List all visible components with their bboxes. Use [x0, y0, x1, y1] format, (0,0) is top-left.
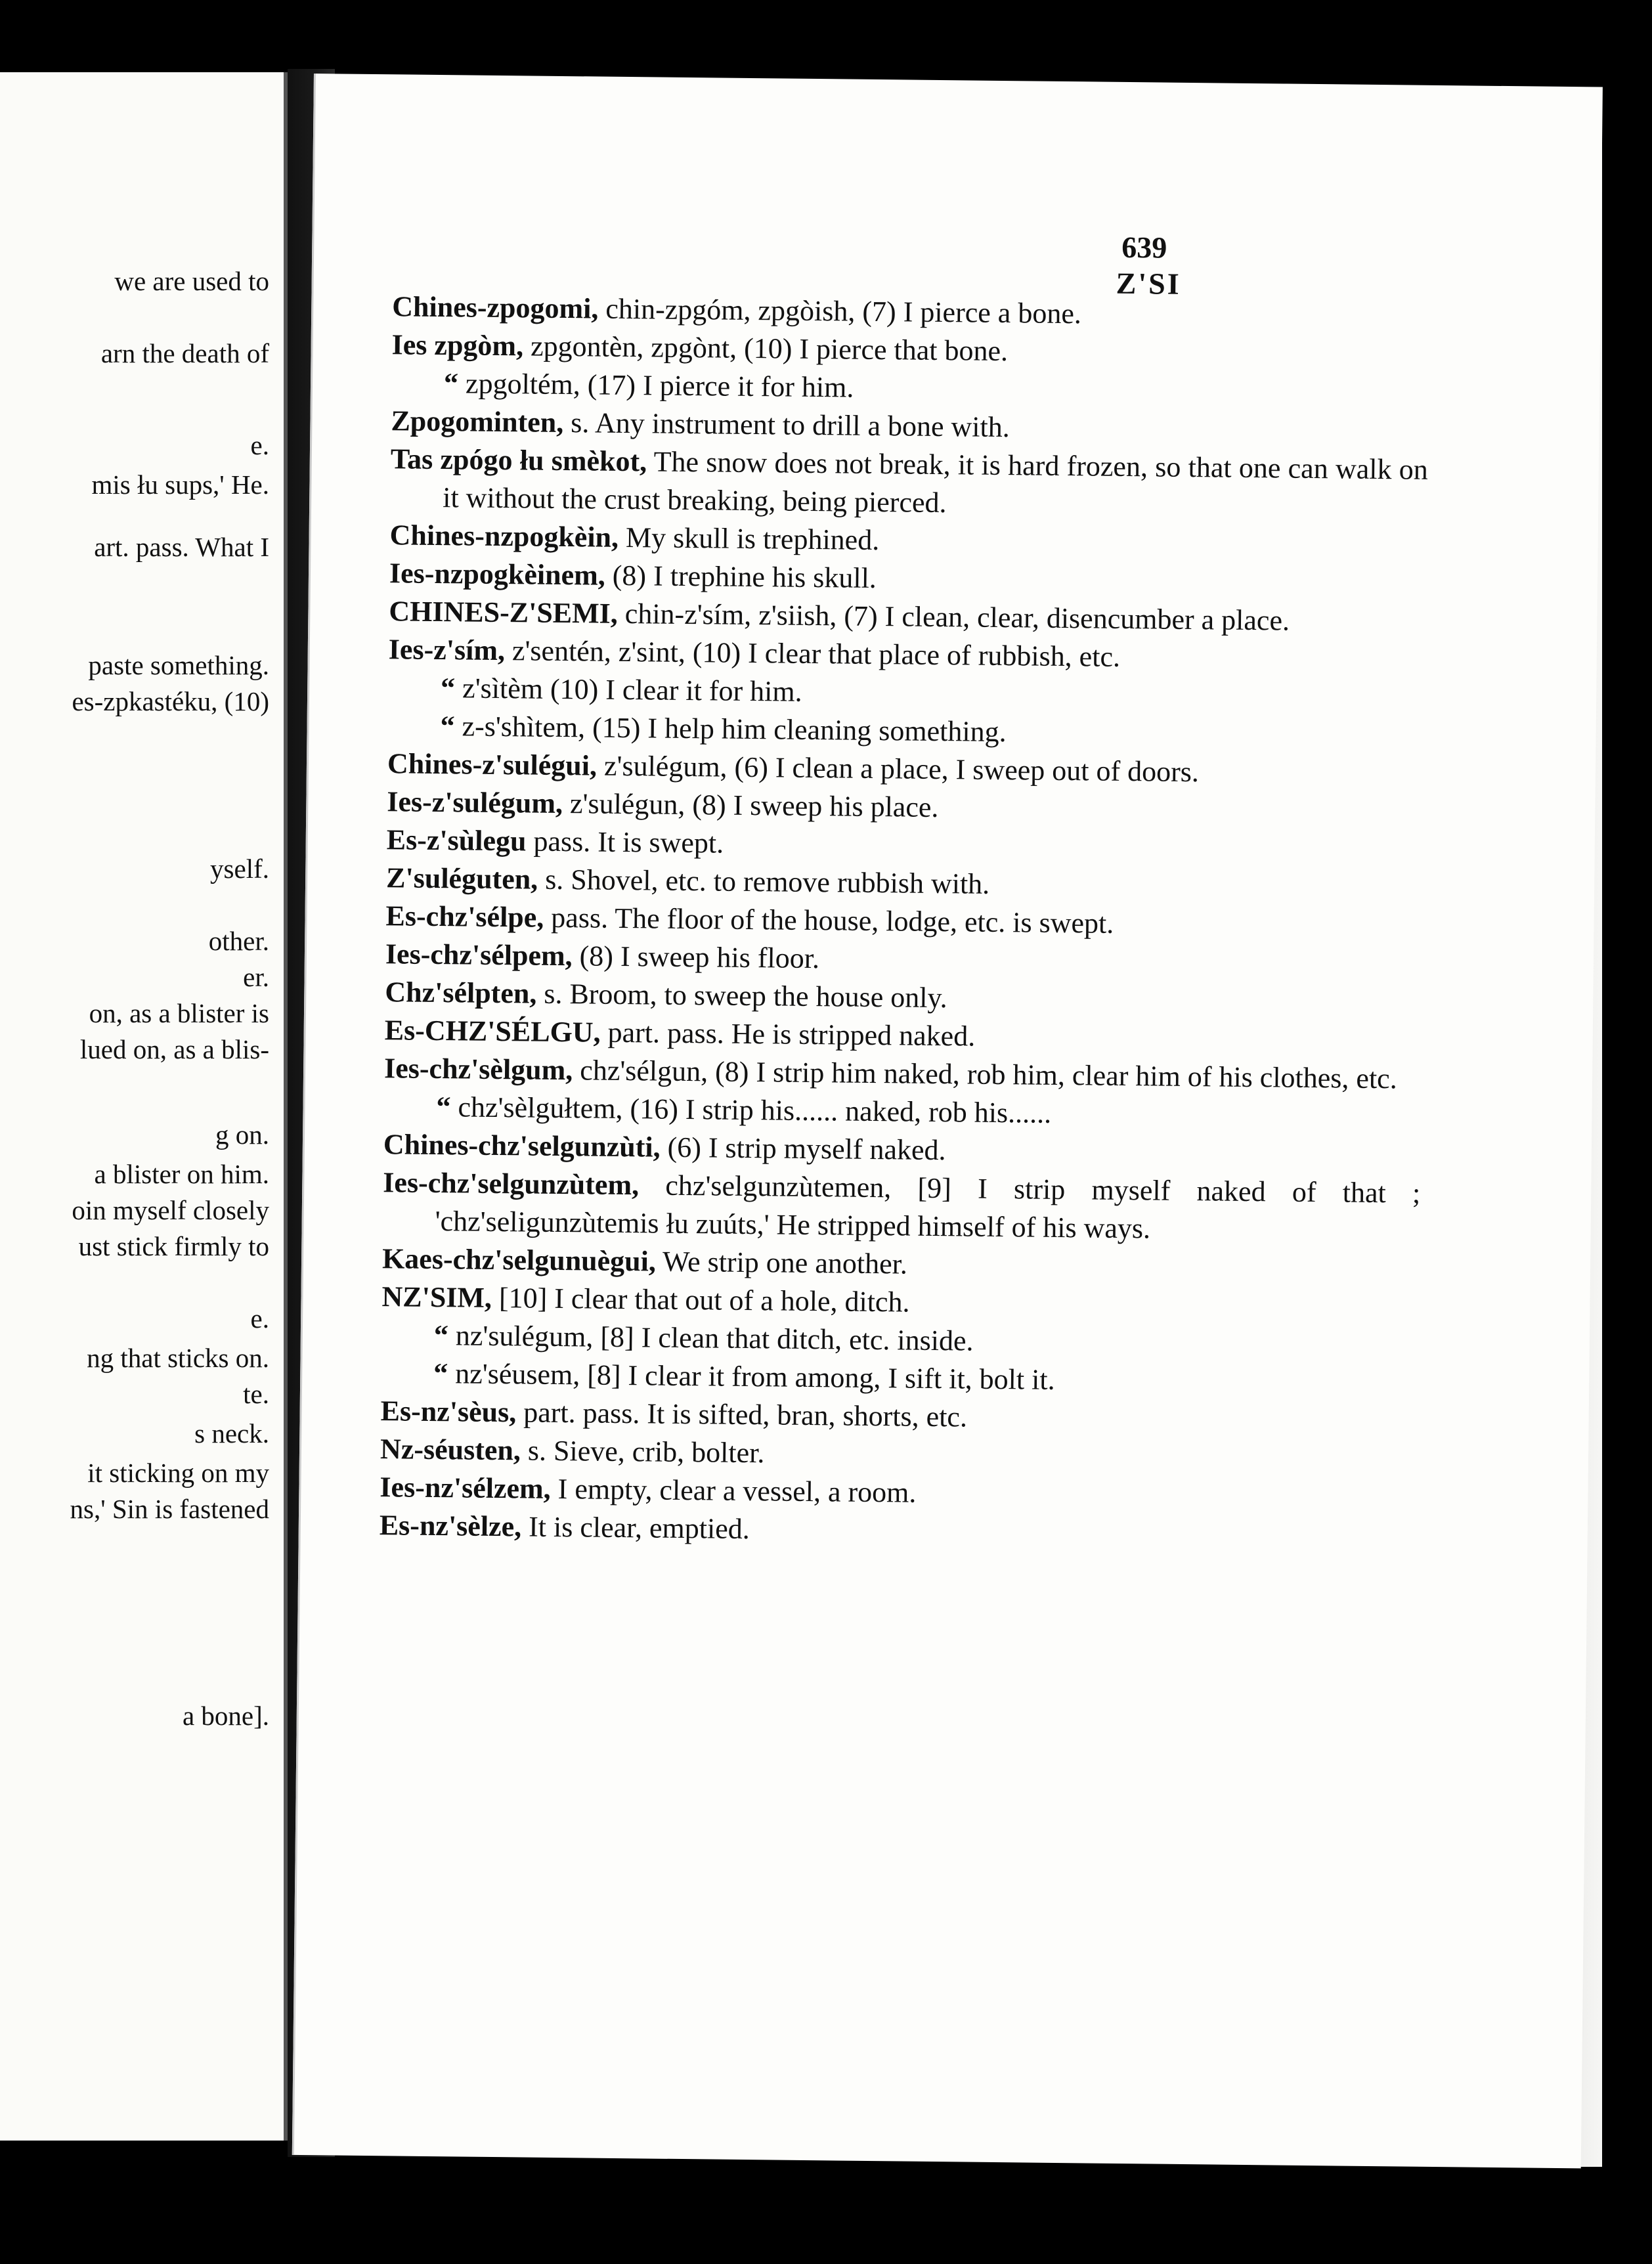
entry-headword: “	[436, 1091, 451, 1123]
entry-definition: part. pass. He is stripped naked.	[600, 1016, 976, 1053]
left-fragment: oin myself closely	[72, 1195, 269, 1225]
entry-headword: Chines-chz'selgunzùti,	[383, 1128, 661, 1164]
entry-definition: pass. It is swept.	[526, 825, 724, 860]
left-fragment: arn the death of	[100, 338, 269, 368]
left-fragment: te.	[243, 1379, 269, 1409]
right-page	[292, 74, 1603, 2168]
left-fragment: mis łu sups,' He.	[91, 469, 269, 500]
entry-headword: Es-CHZ'SÉLGU,	[384, 1014, 601, 1049]
entry-definition: zpgoltém, (17) I pierce it for him.	[458, 367, 854, 404]
entry-headword: Chines-zpogomi,	[392, 290, 599, 325]
entry-definition: chin-z'sím, z'siish, (7) I clean, clear, disencumber a place.	[617, 597, 1290, 637]
entry-definition: It is clear, emptied.	[521, 1510, 750, 1546]
entry-headword: Es-nz'sèus,	[380, 1395, 517, 1429]
dictionary-entry	[390, 440, 1428, 527]
entry-definition: s. Any instrument to drill a bone with.	[563, 406, 1011, 444]
page-header: Z'SI	[1116, 266, 1181, 301]
entry-headword: NZ'SIM,	[381, 1280, 492, 1314]
entry-definition: s. Shovel, etc. to remove rubbish with.	[537, 863, 990, 900]
entry-headword: Tas zpógo łu smèkot,	[390, 443, 647, 478]
entry-definition: nz'séusem, [8] I clear it from among, I sift it, bolt it.	[448, 1357, 1055, 1396]
left-fragment: e.	[250, 430, 269, 460]
entry-headword: Ies-nzpogkèinem,	[389, 557, 606, 592]
entry-headword: Chines-nzpogkèin,	[389, 519, 619, 554]
entry-headword: Ies-z'sulégum,	[387, 785, 563, 820]
left-page	[0, 72, 288, 2141]
left-fragment: er.	[243, 962, 269, 992]
entry-headword: Ies-chz'selgunzùtem,	[383, 1166, 640, 1202]
entry-definition: zpgontèn, zpgònt, (10) I pierce that bone.	[523, 330, 1009, 368]
entry-headword: Ies-chz'sèlgum,	[383, 1052, 573, 1087]
left-fragment: other.	[208, 926, 269, 956]
entry-headword: Es-z'sùlegu	[386, 823, 527, 858]
entry-headword: Ies-z'sím,	[388, 633, 506, 667]
entry-headword: Es-chz'sélpe,	[385, 900, 544, 934]
entry-definition: The snow does not break, it is hard frozen, so that one can walk on it without the crust breaking, being pierced.	[442, 445, 1429, 519]
left-fragment: ng that sticks on.	[87, 1343, 269, 1373]
page-number: 639	[1121, 230, 1167, 265]
left-fragment: art. pass. What I	[94, 532, 269, 562]
entry-headword: Chines-z'sulégui,	[387, 747, 598, 782]
entry-headword: Ies zpgòm,	[391, 328, 524, 362]
left-fragment: ust stick firmly to	[78, 1231, 269, 1261]
entry-definition: z'sulégum, (6) I clean a place, I sweep out of doors.	[596, 749, 1200, 789]
entry-definition: z'sentén, z'sint, (10) I clear that place of rubbish, etc.	[504, 634, 1121, 673]
entry-definition: chz'sèlgułtem, (16) I strip his...... naked, rob his......	[450, 1091, 1052, 1129]
entry-headword: Ies-nz'sélzem,	[380, 1471, 551, 1505]
entry-definition: (8) I sweep his floor.	[572, 940, 820, 975]
entry-headword: Z'suléguten,	[385, 861, 538, 896]
entry-headword: Es-nz'sèlze,	[379, 1509, 522, 1543]
left-fragment: a bone].	[182, 1701, 269, 1731]
entry-definition: s. Broom, to sweep the house only.	[536, 977, 947, 1014]
left-fragment: a blister on him.	[94, 1159, 269, 1189]
left-fragment: lued on, as a blis-	[79, 1034, 269, 1064]
entry-headword: Chz'sélpten,	[385, 976, 537, 1010]
left-fragment: g on.	[215, 1120, 269, 1150]
entry-definition: chz'sélgun, (8) I strip him naked, rob him, clear him of his clothes, etc.	[573, 1054, 1397, 1095]
entry-definition: chz'selgunzùtemen, [9] I strip myself naked of that ; 'chz'seligunzùtemis łu zuúts,' He stripped himself of his ways.	[435, 1169, 1421, 1245]
entry-definition: We strip one another.	[655, 1245, 908, 1280]
left-fragment: we are used to	[114, 266, 269, 296]
entry-definition: z'sìtèm (10) I clear it for him.	[454, 672, 802, 708]
entry-headword: Kaes-chz'selgunuègui,	[381, 1242, 657, 1278]
entry-headword: Ies-chz'sélpem,	[385, 938, 573, 972]
left-fragment: es-zpkastéku, (10)	[72, 686, 269, 716]
left-fragment: ns,' Sin is fastened	[70, 1494, 269, 1524]
left-fragment: it sticking on my	[87, 1458, 269, 1488]
entry-definition: nz'sulégum, [8] I clean that ditch, etc. inside.	[448, 1319, 974, 1357]
dictionary-entry	[382, 1164, 1420, 1251]
entry-headword: CHINES-Z'SEMI,	[389, 595, 619, 630]
left-fragment: yself.	[210, 854, 269, 884]
entry-definition: chin-zpgóm, zpgòish, (7) I pierce a bone.	[598, 292, 1082, 330]
entry-definition: [10] I clear that out of a hole, ditch.	[491, 1281, 910, 1318]
left-fragment: paste something.	[88, 650, 269, 680]
entry-definition: z'sulégun, (8) I sweep his place.	[562, 787, 939, 824]
entry-headword: Zpogominten,	[391, 404, 564, 439]
entry-headword: Nz-séusten,	[380, 1433, 521, 1467]
entry-definition: pass. The floor of the house, lodge, etc. is swept.	[544, 901, 1114, 940]
entry-definition: (8) I trephine his skull.	[605, 559, 877, 595]
entry-definition: z-s'shìtem, (15) I help him cleaning something.	[454, 710, 1007, 749]
entry-definition: s. Sieve, crib, bolter.	[520, 1434, 765, 1469]
left-fragment: e.	[250, 1303, 269, 1334]
entry-headword: “	[440, 672, 456, 705]
dictionary-entries	[380, 288, 1430, 1555]
left-fragment: s neck.	[194, 1418, 269, 1448]
entry-definition: I empty, clear a vessel, a room.	[550, 1472, 917, 1509]
entry-headword: “	[433, 1319, 449, 1352]
entry-headword: “	[443, 367, 459, 400]
entry-definition: My skull is trephined.	[618, 521, 880, 557]
entry-definition: part. pass. It is sifted, bran, shorts, etc.	[516, 1396, 968, 1433]
left-fragment: on, as a blister is	[89, 998, 269, 1028]
entry-headword: “	[433, 1357, 448, 1390]
entry-headword: “	[440, 710, 455, 743]
entry-definition: (6) I strip myself naked.	[660, 1131, 946, 1167]
